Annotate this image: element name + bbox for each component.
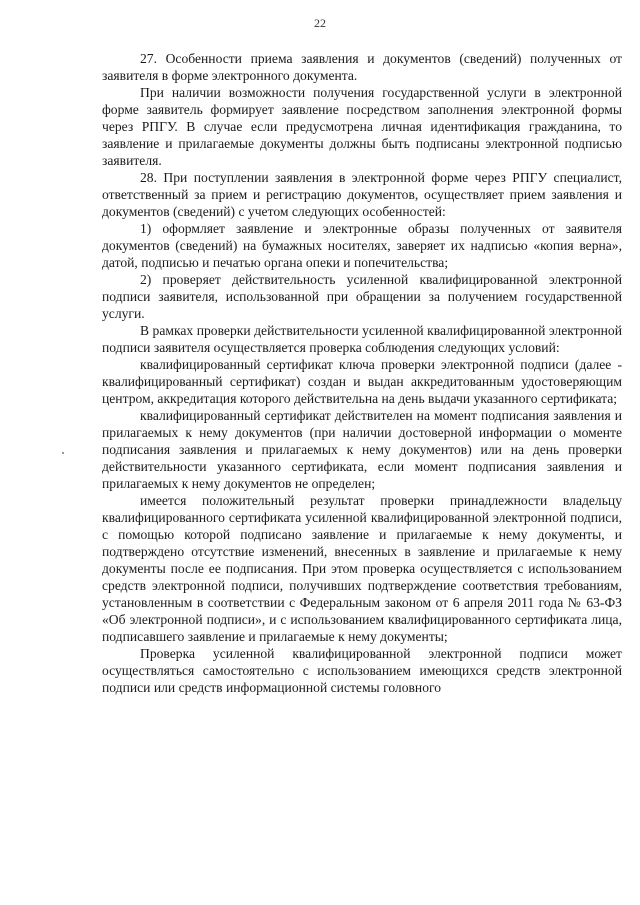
paragraph-28-heading: 28. При поступлении заявления в электронной форме через РПГУ специалист, ответственный за прием и регистрацию документов, осуществляет прием заявления и документов (сведений) с учетом следующих особенностей: (102, 170, 622, 219)
document-body (102, 50, 622, 696)
paragraph-condition-1: квалифицированный сертификат ключа проверки электронной подписи (далее - квалифицированный сертификат) создан и выдан аккредитованным удостоверяющим центром, аккредитация которого действительна на день выдачи указанного сертификата; (102, 357, 622, 406)
margin-mark (62, 452, 64, 454)
paragraph-condition-3: имеется положительный результат проверки принадлежности владельцу квалифицированного сертификата усиленной квалифицированной электронной подписи, с помощью которой подписано заявление и прилагаемые к нему документы, и подтверждено отсутствие изменений, внесенных в заявление и прилагаемые к нему документы после ее подписания. При этом проверка осуществляется с использованием средств электронной подписи, получивших подтверждение соответствия требованиям, установленным в соответствии с Федеральным законом от 6 апреля 2011 года № 63-ФЗ «Об электронной подписи», и с использованием квалифицированного сертификата лица, подписавшего заявление и прилагаемые к нему документы; (102, 493, 622, 644)
paragraph-condition-2: квалифицированный сертификат действителен на момент подписания заявления и прилагаемых к нему документов (при наличии достоверной информации о моменте подписания заявления и прилагаемых к нему документов) или на день проверки действительности указанного сертификата, если момент подписания заявления и прилагаемых к нему документов не определен; (102, 408, 622, 491)
paragraph-check-intro: В рамках проверки действительности усиленной квалифицированной электронной подписи заявителя осуществляется проверка соблюдения следующих условий: (102, 323, 622, 355)
page-number: 22 (314, 16, 326, 30)
paragraph-28-item-1: 1) оформляет заявление и электронные образы полученных от заявителя документов (сведений) на бумажных носителях, заверяет их надписью «копия верна», датой, подписью и печатью органа опеки и попечительства; (102, 221, 622, 270)
paragraph-28-item-2: 2) проверяет действительность усиленной квалифицированной электронной подписи заявителя, использованной при обращении за получением государственной услуги. (102, 272, 622, 321)
paragraph-verification-method: Проверка усиленной квалифицированной электронной подписи может осуществляться самостоятельно с использованием имеющихся средств электронной подписи или средств информационной системы головного (102, 646, 622, 695)
paragraph-27-heading: 27. Особенности приема заявления и документов (сведений) полученных от заявителя в форме электронного документа. (102, 51, 622, 83)
paragraph-27-body: При наличии возможности получения государственной услуги в электронной форме заявитель формирует заявление посредством заполнения электронной формы через РПГУ. В случае если предусмотрена личная идентификация гражданина, то заявление и прилагаемые документы должны быть подписаны электронной подписью заявителя. (102, 85, 622, 168)
